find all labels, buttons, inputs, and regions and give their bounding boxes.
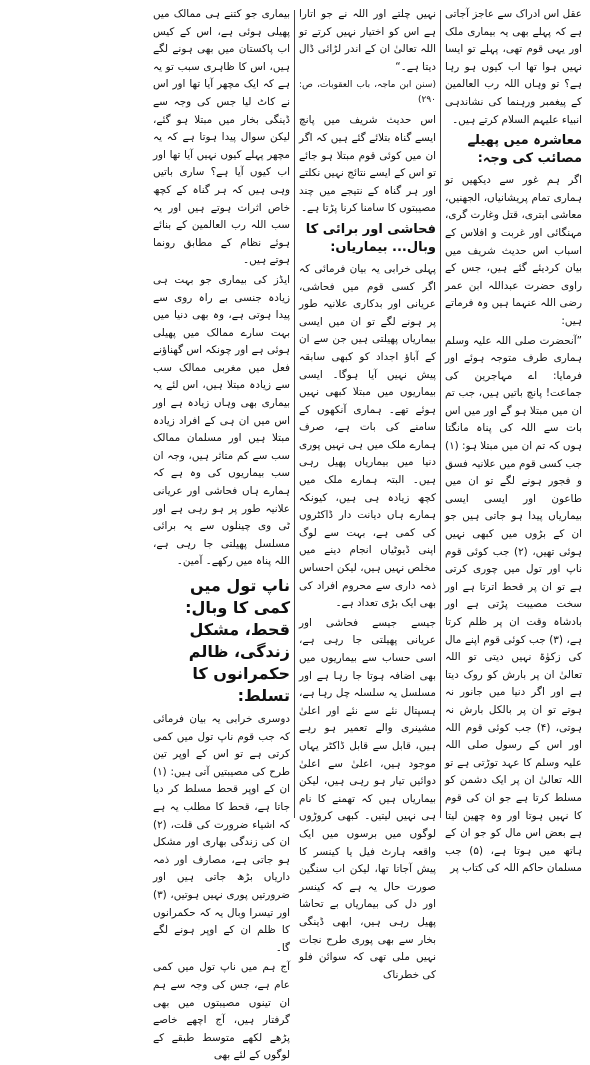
- section-heading: ناپ تول میں کمی کا وبال: قحط، مشکل زندگی، ظالم حکمرانوں کا تسلط:: [185, 576, 290, 705]
- column-divider: [440, 10, 441, 818]
- section-heading: فحاشی اور برائی کا وبال... بیماریاں:: [305, 221, 436, 255]
- column-divider: [294, 10, 295, 818]
- article-paragraph: جیسے جیسے فحاشی اور عریانی پھیلتی جا رہی ہے، اسی حساب سے بیماریوں میں بھی اضافہ ہوتا جا رہا ہے اور مسلسل یہ سلسلہ چل رہا ہے، ہسپتال نئے سے نئے اور اعلیٰ مشینری والے تعمیر ہو رہے ہیں، قابل سے قابل ڈاکٹر یہاں موجود ہیں، اعلیٰ سے اعلیٰ دوائیں تیار ہو رہی ہیں، لیکن بیماریاں ہیں کہ تھمنے کا نام ہی نہیں لیتیں۔ کبھی کروڑوں لوگوں میں برسوں میں ایک واقعہ ہارٹ فیل یا کینسر کا پیش آجاتا تھا، لیکن اب سنگین صورت حال یہ ہے کہ کینسر اور دل کی بیماریاں بے تحاشا پھیل رہی ہیں، ابھی ڈینگی بخار سے بھی پوری طرح نجات نہیں ملی تھی کہ سوائن فلو کی خطرناک: [299, 616, 436, 981]
- column-3: [149, 6, 294, 1062]
- section-heading: معاشرہ میں پھیلے مصائب کی وجہ:: [467, 133, 582, 167]
- column-2: [295, 6, 440, 981]
- article-paragraph: پہلی خرابی یہ بیان فرمائی کہ اگر کسی قوم میں فحاشی، عریانی اور بدکاری علانیہ طور پر ہونے لگے تو ان میں ایسی بیماریاں پھیلتی ہیں جن سے ان کے آباؤ اجداد کو کبھی سابقہ پیش نہیں آیا ہوگا۔ ایسی بیماریوں میں مبتلا کبھی نہیں ہوئے تھے۔ ہماری آنکھوں کے سامنے کی بات ہے، صرف ہمارے ملک میں ہی نہیں پوری دنیا میں بیماریاں پھیل رہی ہیں۔ البتہ ہمارے ملک میں کچھ زیادہ ہی ہیں، کیونکہ ہمارے ہاں دیانت دار ڈاکٹروں کی کمی ہے، بہت سے لوگ اپنی ڈیوٹیاں انجام دینے میں مخلص نہیں ہیں، لیکن احساس ذمہ داری سے محروم افراد کی بھی ایک بڑی تعداد ہے۔: [299, 262, 436, 610]
- article-paragraph: عقل اس ادراک سے عاجز آجاتی ہے کہ پہلے بھی یہ بیماری ملک اور یہی قوم تھی، پہلے تو ایسا نہیں ہوا تھا اب کیوں ہو رہا ہے؟ تو وہاں اللہ رب العالمین کے پیغمبر ورہنما کی نشاندہی انبیاء علیہم السلام کرتے ہیں۔: [445, 8, 582, 126]
- article-paragraph: آج ہم میں ناپ تول میں کمی عام ہے، جس کی وجہ سے ہم ان تینوں مصیبتوں میں بھی گرفتار ہیں، آج اچھے خاصے پڑھے لکھے متوسط طبقے کے لوگوں کے لئے بھی: [153, 961, 290, 1062]
- column-1: [441, 6, 586, 875]
- article-paragraph: دوسری خرابی یہ بیان فرمائی کہ جب قوم ناپ تول میں کمی کرتی ہے تو اس کے اوپر تین طرح کی مصیبتیں آتی ہیں: (۱) ان کے اوپر قحط مسلط کر دیا جاتا ہے، قحط کا مطلب یہ ہے کہ اشیاء ضرورت کی قلت، (۲) ان کی زندگی بھاری اور مشکل ہو جاتی ہے، مصارف اور ذمہ داریاں بڑھ جاتی ہیں اور ضرورتیں پوری نہیں ہوتیں، (۳) اور تیسرا وبال یہ کہ حکمرانوں کا ظلم ان کے اوپر ہونے لگے گا۔: [153, 713, 290, 954]
- article-paragraph: اگر ہم غور سے دیکھیں تو ہماری تمام پریشانیاں، الجھنیں، معاشی ابتری، قتل وغارت گری، مہنگائی اور غربت و افلاس کے اسباب اس حدیث شریف میں بیان کردیئے گئے ہیں، جس کے راوی حضرت عبداللہ ابن عمر رضی اللہ عنہما ہیں وہ فرماتے ہیں:: [444, 174, 582, 327]
- article-paragraph: اس حدیث شریف میں پانچ ایسے گناہ بتلائے گئے ہیں کہ اگر ان میں کوئی قوم مبتلا ہو جائے تو اس کے ایسے نتائج نہیں نکلتے اور ہر گناہ کے نتیجے میں چند مصیبتوں کا سامنا کرنا پڑتا ہے۔: [299, 114, 436, 215]
- article-paragraph: نہیں چلتے اور اللہ نے جو اتارا ہے اس کو اختیار نہیں کرتے تو اللہ تعالیٰ ان کے اندر لڑائی ڈال دیتا ہے۔“: [299, 8, 436, 73]
- article-paragraph: ایڈز کی بیماری جو بہت ہی زیادہ جنسی بے راہ روی سے پیدا ہوتی ہے، وہ بھی دنیا میں بہت سارے ممالک میں پھیلی ہوئی ہے اور چونکہ اس گھناؤنے فعل میں مغربی ممالک سب سے زیادہ مبتلا ہیں، اس لئے یہ بیماری بھی وہاں زیادہ ہے اور اس میں ان ہی کے افراد زیادہ مبتلا ہیں اور مسلمان ممالک سب سے کم متاثر ہیں، وجہ ان سب بیماریوں کی وہ ہے کہ ہمارے ہاں فحاشی اور عریانی علانیہ طور پر ہو رہی ہے اور ٹی وی چینلوں سے یہ برائی مسلسل پھیلتی جا رہی ہے، اللہ پناہ میں رکھے۔ آمین۔: [153, 273, 290, 568]
- article-paragraph: بیماری جو کتنے ہی ممالک میں پھیلی ہوئی ہے، اس کے کیس اب پاکستان میں بھی ہونے لگے ہیں، اس کا ظاہری سبب تو یہ ہے کہ ایک مچھر آیا تھا اور اس نے کاٹ لیا جس کی وجہ سے ڈینگی بخار میں مبتلا ہو گئے، لیکن سوال پیدا ہوتا ہے کہ یہ مچھر پہلے کیوں نہیں آیا تھا اور اب کیوں آیا ہے؟ ساری باتیں وہی ہیں کہ ہر گناہ کے کچھ خاص اثرات ہوتے ہیں اور یہ سب اللہ رب العالمین کے بنائے ہوئے نظام کے مطابق رونما ہوتے ہیں۔: [153, 8, 290, 267]
- article-paragraph: ”آنحضرت صلی اللہ علیہ وسلم ہماری طرف متوجہ ہوئے اور فرمایا: اے مہاجرین کی جماعت! پانچ باتیں ہیں، جب تم ان میں مبتلا ہو گے اور میں اس بات سے اللہ کی پناہ مانگتا ہوں کہ تم ان میں مبتلا ہو: (۱) جب کسی قوم میں علانیہ فسق و فجور ہونے لگے تو ان میں طاعون اور ایسی ایسی بیماریاں پیدا ہو جاتی ہیں جو ان کے بڑوں میں کبھی نہیں ہوئی تھیں، (۲) جب کوئی قوم ناپ اور تول میں چوری کرتی ہے تو ان پر قحط اترتا ہے اور سخت مصیبت پڑتی ہے اور بادشاہ وقت ان پر ظلم کرتا ہے، (۳) جب کوئی قوم اپنے مال کی زکوٰۃ نہیں دیتی تو اللہ تعالیٰ ان پر بارش کو روک دیتا ہے اور اگر دنیا میں جانور نہ ہوتے تو ان پر بالکل بارش نہ ہوتی، (۴) جب کوئی قوم اللہ اور اس کے رسول صلی اللہ علیہ وسلم کا عہد توڑتی ہے تو اللہ تعالیٰ ان پر ایک دشمن کو مسلط کرتا ہے جو ان کی قوم کا نہیں ہوتا اور وہ چھین لیتا ہے بعض اس مال کو جو ان کے ہاتھ میں ہوتا ہے، (۵) جب مسلمان حاکم اللہ کی کتاب پر: [445, 334, 582, 875]
- hadith-reference: (سنن ابن ماجہ، باب العقوبات، ص: ۲۹۰): [299, 80, 436, 106]
